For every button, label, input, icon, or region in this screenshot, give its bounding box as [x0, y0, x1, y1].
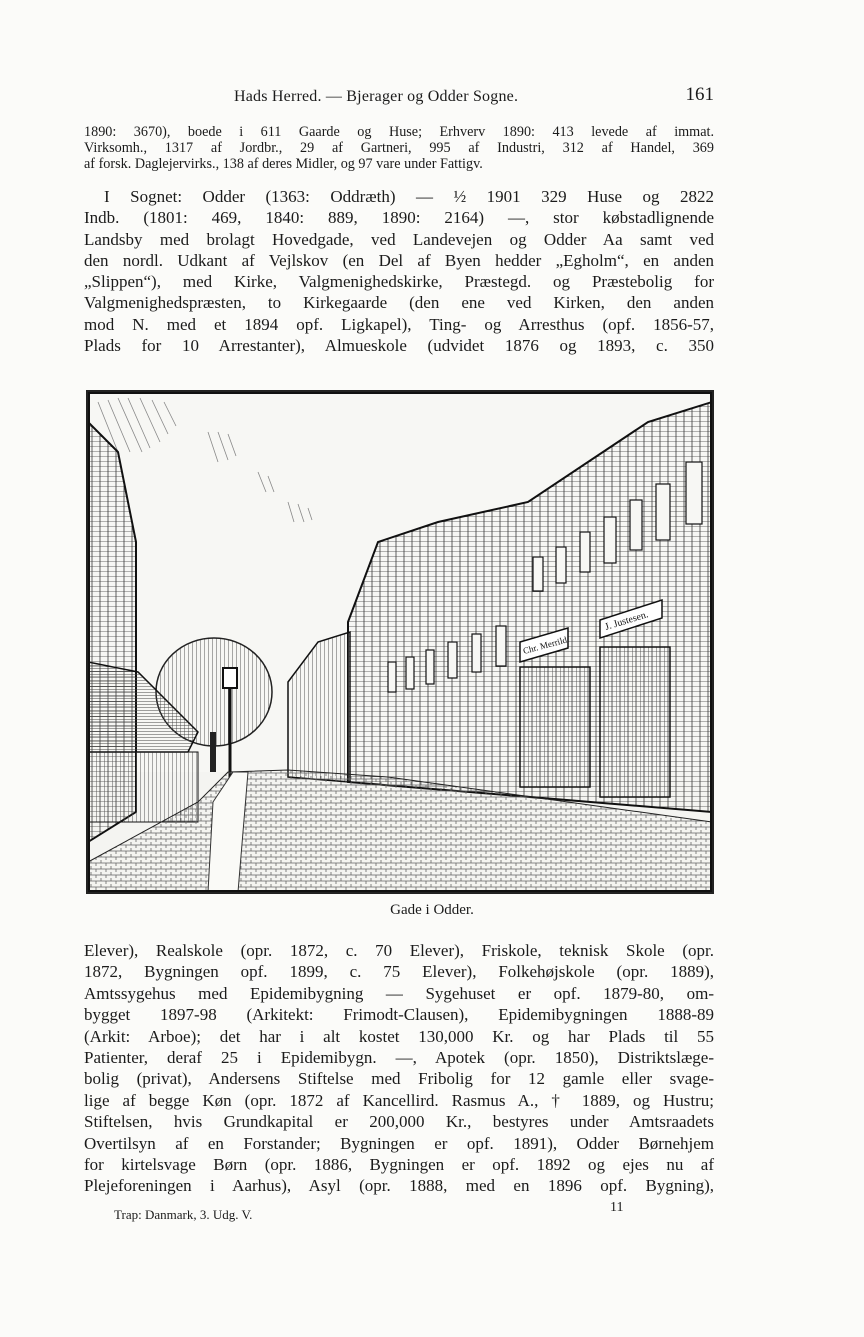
text-line: Stiftelsen, hvis Grundkapital er 200,000 Kr., bestyres under Amtsraadets	[84, 1112, 714, 1132]
text-line: lige af begge Køn (opr. 1872 af Kancellird. Rasmus A., † 1889, og Hustru;	[84, 1090, 714, 1110]
street-illustration	[86, 390, 714, 894]
text-line: Patienter, deraf 25 i Epidemibygn. —, Apotek (opr. 1850), Distriktslæge-	[84, 1048, 714, 1068]
text-line: den nordl. Udkant af Vejlskov (en Del af Byen hedder „Egholm“, en anden	[84, 250, 714, 270]
page-header	[84, 84, 714, 112]
text-line: Valgmenighedspræsten, to Kirkegaarde (den ene ved Kirken, den anden	[84, 293, 714, 313]
figure-caption: Gade i Odder.	[390, 902, 474, 918]
text-line: Overtilsyn af en Forstander; Bygningen er opf. 1891), Odder Børnehjem	[84, 1133, 714, 1153]
sheet-mark: 11	[610, 1200, 624, 1215]
text-line: I Sognet: Odder (1363: Oddræth) — ½ 1901 329 Huse og 2822	[104, 187, 714, 206]
text-line: Virksomh., 1317 af Jordbr., 29 af Gartneri, 995 af Industri, 312 af Handel, 369	[84, 140, 714, 156]
text-line: bygget 1897-98 (Arkitekt: Frimodt-Clausen), Epidemibygningen 1888-89	[84, 1005, 714, 1025]
text-line: af forsk. Daglejervirks., 138 af deres Midler, og 97 vare under Fattigv.	[84, 156, 483, 172]
text-line: 1890: 3670), boede i 611 Gaarde og Huse; Erhverv 1890: 413 levede af immat.	[84, 124, 714, 140]
continuation-paragraph	[84, 940, 714, 1197]
page-number: 161	[685, 84, 714, 105]
text-line: Elever), Realskole (opr. 1872, c. 70 Elever), Friskole, teknisk Skole (opr.	[84, 941, 714, 960]
signature-mark: Trap: Danmark, 3. Udg. V.	[114, 1207, 253, 1222]
text-line: Plejeforeningen i Aarhus), Asyl (opr. 1888, med en 1896 opf. Bygning),	[84, 1176, 714, 1196]
text-line: mod N. med et 1894 opf. Ligkapel), Ting- og Arresthus (opf. 1856-57,	[84, 314, 714, 334]
page-footer	[114, 1200, 674, 1224]
text-line: Amtssygehus med Epidemibygning — Sygehuset er opf. 1879-80, om-	[84, 983, 714, 1003]
text-line: 1872, Bygningen opf. 1899, c. 75 Elever), Folkehøjskole (opr. 1889),	[84, 962, 714, 982]
text-line: „Slippen“), med Kirke, Valgmenighedskirke, Præstegd. og Præstebolig for	[84, 272, 714, 292]
statistics-paragraph	[84, 124, 714, 172]
text-line: Plads for 10 Arrestanter), Almueskole (udvidet 1876 og 1893, c. 350	[84, 336, 714, 356]
text-line: (Arkit: Arboe); det har i alt kostet 130,000 Kr. og har Plads til 55	[84, 1026, 714, 1046]
sign-merrild: Chr. Merrild	[521, 634, 568, 656]
text-line: for kirtelsvage Børn (opr. 1886, Bygningen er opf. 1892 og ejes nu af	[84, 1155, 714, 1175]
text-line: Indb. (1801: 469, 1840: 889, 1890: 2164) —, stor købstadlignende	[84, 208, 714, 228]
text-line: Landsby med brolagt Hovedgade, ved Landevejen og Odder Aa samt ved	[84, 229, 714, 249]
street-engraving	[88, 392, 712, 892]
sign-justesen: J. Justesen.	[603, 609, 650, 633]
text-line: bolig (privat), Andersens Stiftelse med Fribolig for 12 gamle eller svage-	[84, 1069, 714, 1089]
sognet-paragraph	[84, 186, 714, 356]
running-title: Hads Herred. — Bjerager og Odder Sogne.	[234, 88, 519, 105]
